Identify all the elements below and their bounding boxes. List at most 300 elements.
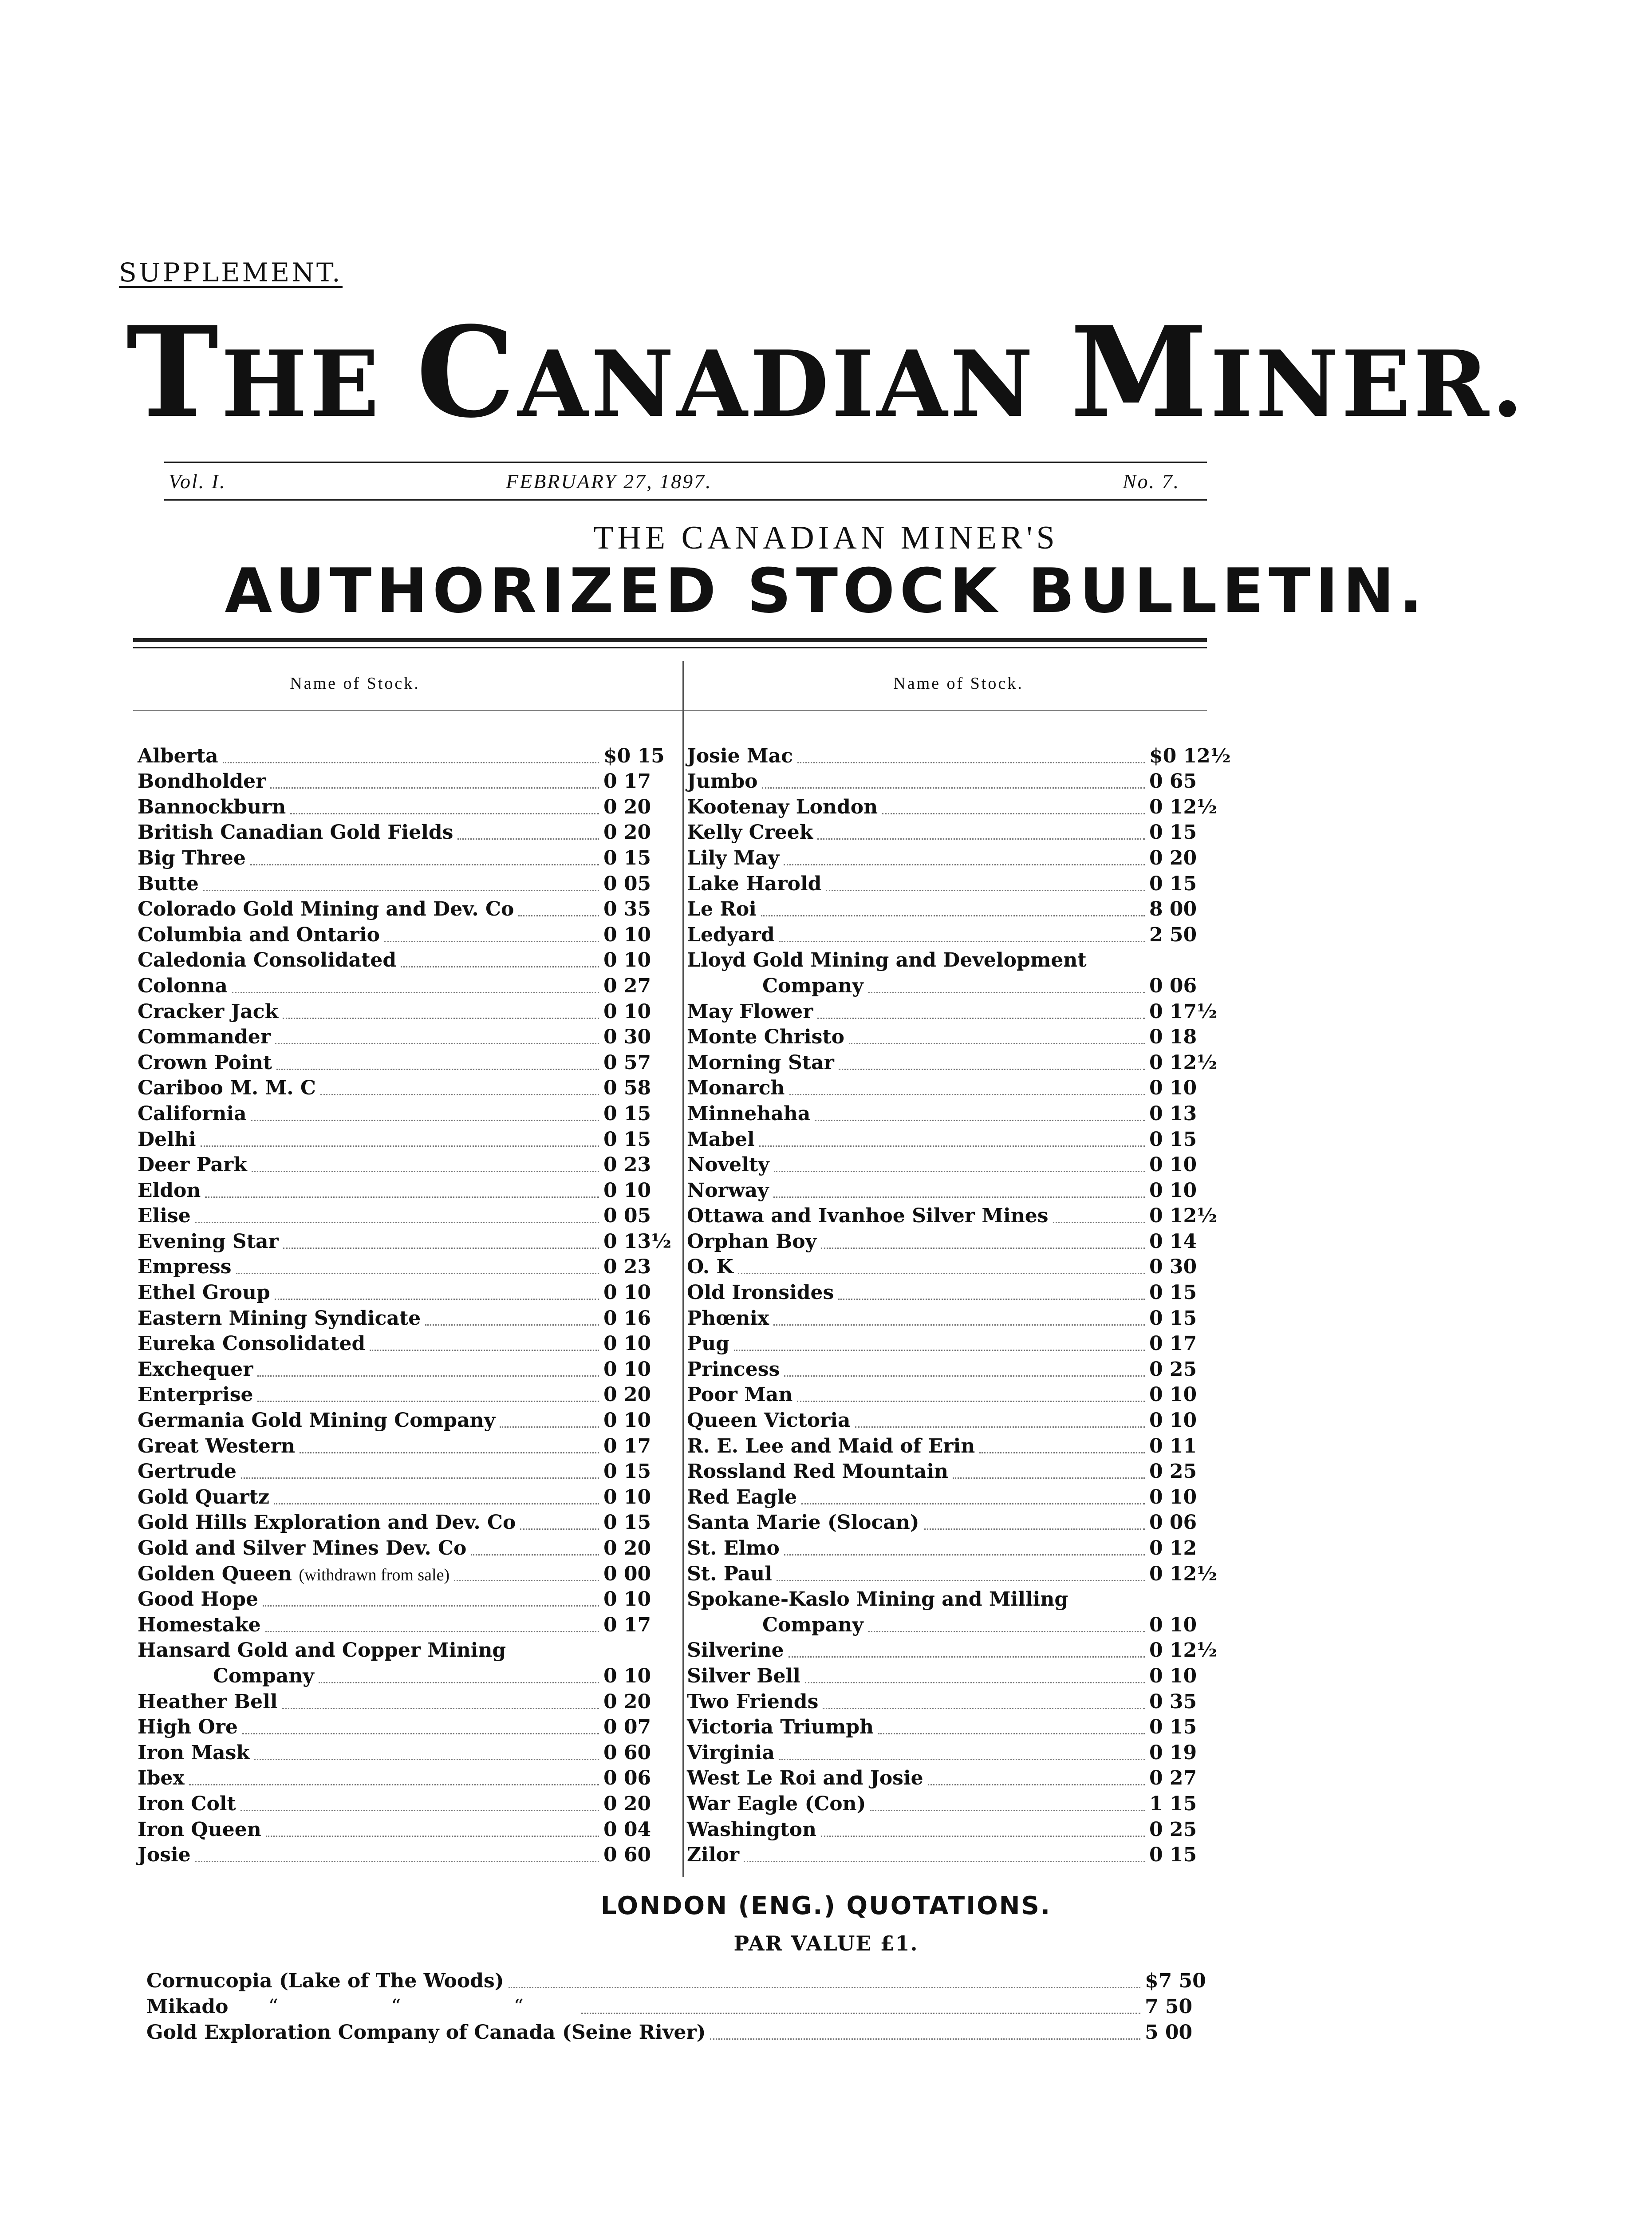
stock-name-text: Rossland Red Mountain bbox=[687, 1460, 948, 1483]
stock-name-text: Deer Park bbox=[138, 1153, 247, 1177]
dot-leader bbox=[784, 1554, 1145, 1556]
stock-name bbox=[687, 1232, 816, 1252]
dot-leader bbox=[882, 813, 1145, 814]
stock-price: 0 10 bbox=[1149, 1179, 1197, 1202]
column-divider bbox=[682, 661, 684, 1877]
dot-leader bbox=[201, 1145, 599, 1147]
dot-leader bbox=[773, 1324, 1145, 1326]
dot-leader bbox=[1053, 1222, 1145, 1223]
stock-name-text: Silver Bell bbox=[687, 1664, 800, 1687]
dot-leader bbox=[520, 1528, 599, 1530]
stock-name bbox=[138, 1130, 196, 1149]
stock-name-text: Columbia and Ontario bbox=[138, 923, 380, 946]
stock-price: 0 17½ bbox=[1149, 1000, 1218, 1023]
dot-leader bbox=[518, 915, 599, 916]
stock-name bbox=[687, 1283, 834, 1303]
stock-price: 0 19 bbox=[1149, 1741, 1197, 1764]
stock-price: 0 12½ bbox=[1149, 1051, 1218, 1074]
stock-row bbox=[138, 766, 670, 792]
stock-row bbox=[138, 996, 670, 1022]
stock-name bbox=[138, 900, 514, 919]
stock-row bbox=[687, 1507, 1216, 1533]
stock-row bbox=[687, 1430, 1216, 1456]
stock-row bbox=[687, 1354, 1216, 1379]
stock-name bbox=[687, 1078, 785, 1098]
dot-leader bbox=[710, 2038, 1140, 2040]
stock-row bbox=[687, 1200, 1216, 1226]
stock-price: 0 27 bbox=[603, 974, 651, 997]
stock-row bbox=[687, 1660, 1216, 1686]
stock-name bbox=[138, 874, 199, 894]
dot-leader bbox=[274, 1503, 599, 1504]
stock-name-text: Lake Harold bbox=[687, 872, 822, 895]
stock-row bbox=[687, 1328, 1216, 1354]
stock-price: 0 12 bbox=[1149, 1537, 1197, 1560]
stock-row bbox=[146, 1965, 1211, 1991]
dot-leader bbox=[500, 1426, 599, 1428]
stock-row bbox=[687, 1277, 1216, 1303]
stock-name bbox=[687, 795, 878, 818]
supplement-label: SUPPLEMENT. bbox=[119, 257, 343, 288]
stock-row bbox=[687, 1814, 1216, 1840]
stock-price: 2 50 bbox=[1149, 923, 1197, 946]
dot-leader bbox=[979, 1452, 1145, 1453]
stock-row bbox=[138, 1226, 670, 1252]
stock-row bbox=[687, 1073, 1216, 1098]
stock-row-continuation bbox=[138, 1660, 670, 1686]
stock-name bbox=[138, 1309, 421, 1328]
dot-leader bbox=[283, 1248, 599, 1249]
dot-leader bbox=[252, 1171, 599, 1172]
stock-price: 0 35 bbox=[603, 898, 651, 921]
dot-leader bbox=[275, 1043, 599, 1044]
stock-name bbox=[138, 1181, 201, 1200]
stock-name bbox=[138, 1769, 185, 1788]
stock-name-text: Germania Gold Mining Company bbox=[138, 1409, 496, 1432]
stock-name bbox=[687, 1002, 813, 1022]
stock-price: 0 15 bbox=[1149, 872, 1197, 895]
stock-row bbox=[138, 1200, 670, 1226]
dot-leader bbox=[471, 1554, 599, 1556]
dot-leader bbox=[928, 1784, 1145, 1785]
london-quotations-list bbox=[146, 1965, 1211, 2042]
stock-name-text: Ottawa and Ivanhoe Silver Mines bbox=[687, 1204, 1049, 1228]
stock-price: 0 10 bbox=[603, 1485, 651, 1508]
stock-name bbox=[687, 1053, 834, 1073]
dot-leader bbox=[257, 1401, 599, 1402]
stock-name bbox=[687, 925, 775, 945]
stock-name-text: Eureka Consolidated bbox=[138, 1332, 366, 1355]
stock-name bbox=[138, 1513, 516, 1532]
dot-leader bbox=[773, 1196, 1145, 1198]
right-stock-list bbox=[687, 740, 1231, 1867]
dot-leader bbox=[189, 1784, 599, 1785]
stock-name-text: Bondholder bbox=[138, 770, 266, 793]
stock-row bbox=[687, 1098, 1216, 1124]
stock-price: 0 15 bbox=[1149, 1128, 1197, 1151]
stock-row bbox=[687, 1047, 1216, 1073]
stock-name-text: Monarch bbox=[687, 1077, 785, 1100]
stock-price: 0 07 bbox=[603, 1716, 651, 1739]
stock-name-text: Iron Mask bbox=[138, 1741, 250, 1764]
stock-row bbox=[138, 1303, 670, 1328]
stock-name-text: Eldon bbox=[138, 1179, 201, 1202]
stock-price: 0 60 bbox=[603, 1741, 651, 1764]
stock-name-text: War Eagle (Con) bbox=[687, 1792, 866, 1815]
stock-price: 1 15 bbox=[1149, 1792, 1197, 1815]
stock-row bbox=[138, 919, 670, 945]
stock-name-text: Colorado Gold Mining and Dev. Co bbox=[138, 898, 514, 921]
dot-leader bbox=[425, 1324, 599, 1326]
stock-price: 0 20 bbox=[603, 1383, 651, 1406]
dot-leader bbox=[838, 1299, 1145, 1300]
stock-name-text: Golden Queen bbox=[138, 1562, 292, 1585]
stock-name-text: Le Roi bbox=[687, 898, 757, 921]
stock-row bbox=[138, 1124, 670, 1149]
stock-name bbox=[138, 1334, 365, 1354]
stock-row bbox=[138, 1712, 670, 1737]
stock-row bbox=[687, 1481, 1216, 1507]
stock-name bbox=[138, 1615, 261, 1635]
dot-leader bbox=[203, 890, 599, 891]
stock-name bbox=[138, 1718, 238, 1737]
issue-line bbox=[169, 470, 1198, 496]
stock-row bbox=[138, 1814, 670, 1840]
stock-name-text: Jumbo bbox=[687, 770, 758, 793]
stock-name bbox=[138, 1257, 232, 1277]
stock-name bbox=[138, 1434, 295, 1457]
stock-name-text: Minnehaha bbox=[687, 1102, 811, 1125]
stock-name-text: Kootenay London bbox=[687, 795, 878, 818]
stock-name-text: Orphan Boy bbox=[687, 1230, 817, 1253]
stock-row bbox=[687, 817, 1216, 843]
dot-leader bbox=[779, 1759, 1145, 1760]
dot-leader bbox=[290, 813, 599, 814]
stock-price: 0 30 bbox=[1149, 1256, 1197, 1279]
stock-name bbox=[138, 1078, 316, 1098]
dot-leader bbox=[275, 1299, 599, 1300]
stock-row bbox=[138, 1175, 670, 1200]
stock-price: 0 10 bbox=[1149, 1077, 1197, 1100]
stock-name-text: British Canadian Gold Fields bbox=[138, 821, 453, 844]
stock-row bbox=[138, 1840, 670, 1865]
stock-row bbox=[146, 1991, 1211, 2017]
stock-price: 0 15 bbox=[603, 846, 651, 869]
stock-price: 0 12½ bbox=[1149, 1639, 1218, 1662]
stock-row bbox=[687, 1379, 1216, 1405]
stock-price: 0 12½ bbox=[1149, 1562, 1218, 1585]
dot-leader bbox=[953, 1477, 1145, 1479]
stock-price: 0 05 bbox=[603, 1204, 651, 1228]
stock-name bbox=[687, 1845, 739, 1865]
dot-leader bbox=[821, 1836, 1145, 1837]
stock-name bbox=[687, 1104, 810, 1124]
stock-price: 0 14 bbox=[1149, 1230, 1197, 1253]
stock-price: 0 20 bbox=[603, 1537, 651, 1560]
stock-row bbox=[687, 1175, 1216, 1200]
stock-name-text: Homestake bbox=[138, 1613, 261, 1636]
stock-price: 0 15 bbox=[1149, 1844, 1197, 1867]
stock-row bbox=[687, 1532, 1216, 1558]
dot-leader bbox=[777, 1580, 1145, 1581]
stock-price: 0 17 bbox=[1149, 1332, 1197, 1355]
stock-name bbox=[687, 1181, 769, 1200]
dot-leader bbox=[774, 1171, 1145, 1172]
stock-row bbox=[138, 1737, 670, 1763]
stock-name bbox=[687, 1485, 797, 1508]
stock-row bbox=[138, 1507, 670, 1533]
stock-name bbox=[138, 1743, 250, 1763]
stock-name-text: Josie bbox=[138, 1844, 191, 1867]
stock-row bbox=[687, 1737, 1216, 1763]
stock-row bbox=[138, 842, 670, 868]
stock-price: 0 10 bbox=[603, 1000, 651, 1023]
stock-price: $0 12½ bbox=[1149, 744, 1231, 767]
stock-row bbox=[687, 766, 1216, 792]
dot-leader bbox=[878, 1733, 1145, 1734]
stock-row bbox=[687, 1712, 1216, 1737]
dot-leader bbox=[797, 762, 1145, 763]
double-rule-thick bbox=[133, 638, 1207, 642]
stock-name-text: O. K bbox=[687, 1256, 733, 1279]
stock-price: 0 20 bbox=[603, 821, 651, 844]
stock-price: 0 10 bbox=[603, 1358, 651, 1381]
stock-price: 0 15 bbox=[1149, 821, 1197, 844]
stock-name: Lloyd Gold Mining and Development bbox=[687, 949, 1087, 972]
stock-row bbox=[687, 1303, 1216, 1328]
masthead-rule-bottom bbox=[164, 499, 1207, 501]
stock-price: 0 10 bbox=[1149, 1664, 1197, 1687]
stock-price: 0 11 bbox=[1149, 1434, 1197, 1457]
stock-name-text: Norway bbox=[687, 1179, 769, 1202]
stock-name bbox=[138, 1104, 247, 1124]
dot-leader bbox=[823, 1708, 1145, 1709]
dot-leader bbox=[195, 1222, 599, 1223]
dot-leader bbox=[784, 864, 1145, 865]
stock-price: 0 58 bbox=[603, 1077, 651, 1100]
dot-leader bbox=[759, 1145, 1145, 1147]
stock-name-text: Victoria Triumph bbox=[687, 1716, 874, 1739]
stock-row bbox=[138, 868, 670, 894]
dot-leader bbox=[283, 1018, 599, 1019]
bulletin-subtitle: THE CANADIAN MINER'S bbox=[593, 520, 1059, 556]
dot-leader bbox=[195, 1861, 599, 1862]
stock-row bbox=[138, 740, 670, 766]
stock-name-text: Empress bbox=[138, 1256, 232, 1279]
dot-leader bbox=[839, 1069, 1145, 1070]
stock-name bbox=[687, 1130, 755, 1149]
stock-price: 0 35 bbox=[1149, 1690, 1197, 1713]
stock-name-text: R. E. Lee and Maid of Erin bbox=[687, 1434, 975, 1457]
stock-row bbox=[687, 791, 1216, 817]
dot-leader bbox=[849, 1043, 1145, 1044]
stock-name-continuation: Company bbox=[762, 1613, 863, 1636]
stock-price: 0 15 bbox=[603, 1460, 651, 1483]
dot-leader bbox=[242, 1733, 599, 1734]
stock-name-text: Mikado bbox=[146, 1995, 229, 2018]
stock-price: 0 23 bbox=[603, 1256, 651, 1279]
stock-name-text: West Le Roi and Josie bbox=[687, 1767, 923, 1790]
stock-name bbox=[687, 1155, 769, 1175]
stock-name bbox=[138, 1002, 278, 1022]
stock-name-text: Pug bbox=[687, 1332, 729, 1355]
stock-name-text: Alberta bbox=[138, 744, 218, 767]
stock-price: 0 10 bbox=[603, 1281, 651, 1304]
stock-price: 0 15 bbox=[603, 1511, 651, 1534]
stock-price: 0 15 bbox=[603, 1128, 651, 1151]
stock-row bbox=[138, 1073, 670, 1098]
stock-name-text: Cracker Jack bbox=[138, 1000, 279, 1023]
stock-price: 0 12½ bbox=[1149, 1204, 1218, 1228]
stock-name-text: Caledonia Consolidated bbox=[138, 949, 397, 972]
stock-price: 0 10 bbox=[1149, 1613, 1197, 1636]
issue-date: FEBRUARY 27, 1897. bbox=[506, 470, 712, 493]
stock-row bbox=[687, 1226, 1216, 1252]
stock-name bbox=[687, 1794, 866, 1814]
stock-price: 0 00 bbox=[603, 1562, 651, 1585]
stock-row bbox=[687, 1584, 1216, 1610]
stock-row bbox=[138, 1456, 670, 1482]
dot-leader bbox=[868, 1631, 1145, 1632]
stock-name bbox=[138, 1692, 278, 1712]
dot-leader bbox=[821, 1248, 1145, 1249]
stock-price: 0 10 bbox=[603, 1332, 651, 1355]
stock-row bbox=[138, 817, 670, 843]
stock-row bbox=[138, 1405, 670, 1430]
par-value-note: PAR VALUE £1. bbox=[733, 1931, 919, 1955]
stock-row-continuation bbox=[687, 1609, 1216, 1635]
stock-name-text: Commander bbox=[138, 1026, 271, 1049]
stock-row bbox=[687, 894, 1216, 920]
stock-name-text: Princess bbox=[687, 1358, 780, 1381]
stock-price: 0 10 bbox=[1149, 1409, 1197, 1432]
stock-row bbox=[138, 1481, 670, 1507]
stock-name-text: Big Three bbox=[138, 846, 246, 869]
stock-price: 0 27 bbox=[1149, 1767, 1197, 1790]
stock-row bbox=[687, 996, 1216, 1022]
stock-name bbox=[138, 1027, 271, 1047]
stock-name bbox=[138, 1411, 495, 1430]
dot-leader bbox=[801, 1503, 1145, 1504]
stock-name-continuation: Company bbox=[762, 974, 863, 997]
stock-price: 0 10 bbox=[1149, 1153, 1197, 1177]
stock-name bbox=[687, 1743, 775, 1763]
dot-leader bbox=[779, 941, 1145, 942]
stock-name-text: Santa Marie (Slocan) bbox=[687, 1511, 919, 1534]
left-column-header: Name of Stock. bbox=[290, 674, 420, 693]
stock-name-text: Great Western bbox=[138, 1434, 295, 1457]
stock-row bbox=[138, 945, 670, 971]
stock-row bbox=[687, 842, 1216, 868]
stock-price: 0 25 bbox=[1149, 1818, 1197, 1841]
stock-row bbox=[138, 1354, 670, 1379]
stock-row bbox=[138, 1277, 670, 1303]
stock-name bbox=[687, 1513, 919, 1532]
stock-price: 0 23 bbox=[603, 1153, 651, 1177]
stock-price: 0 06 bbox=[1149, 974, 1197, 997]
stock-name bbox=[687, 1769, 923, 1788]
stock-row bbox=[687, 1788, 1216, 1814]
stock-row bbox=[687, 945, 1216, 971]
stock-name bbox=[138, 1794, 236, 1814]
stock-row bbox=[138, 1252, 670, 1277]
stock-name-text: Gold and Silver Mines Dev. Co bbox=[138, 1537, 467, 1560]
stock-name bbox=[687, 1027, 844, 1047]
stock-price: 0 10 bbox=[603, 1664, 651, 1687]
stock-row bbox=[138, 1788, 670, 1814]
stock-price: 0 17 bbox=[603, 1613, 651, 1636]
dot-leader bbox=[401, 966, 599, 967]
stock-note: (withdrawn from sale) bbox=[299, 1565, 450, 1584]
stock-row bbox=[687, 1405, 1216, 1430]
stock-name bbox=[138, 1232, 279, 1252]
masthead-title: THE CANADIAN MINER. bbox=[126, 300, 1526, 446]
dot-leader bbox=[797, 1401, 1145, 1402]
stock-name-text: Kelly Creek bbox=[687, 821, 813, 844]
stock-name-text: Old Ironsides bbox=[687, 1281, 834, 1304]
right-column-header: Name of Stock. bbox=[893, 674, 1024, 693]
stock-name-text: Good Hope bbox=[138, 1588, 259, 1611]
stock-name bbox=[138, 746, 218, 766]
stock-name bbox=[138, 1820, 261, 1840]
stock-name-text: High Ore bbox=[138, 1716, 238, 1739]
stock-name bbox=[138, 1539, 466, 1558]
stock-name: Hansard Gold and Copper Mining bbox=[138, 1639, 506, 1662]
dot-leader bbox=[232, 992, 599, 993]
stock-row bbox=[687, 740, 1231, 767]
stock-price: 0 05 bbox=[603, 872, 651, 895]
stock-price: 0 20 bbox=[603, 1792, 651, 1815]
dot-leader bbox=[223, 762, 599, 763]
stock-name bbox=[687, 1564, 772, 1584]
stock-price: 0 30 bbox=[603, 1026, 651, 1049]
stock-name bbox=[146, 1971, 504, 1991]
stock-name bbox=[138, 925, 380, 945]
stock-name bbox=[138, 1053, 272, 1073]
stock-name bbox=[687, 1385, 792, 1405]
dot-leader bbox=[241, 1477, 599, 1479]
stock-name-text: May Flower bbox=[687, 1000, 813, 1023]
stock-price: 0 15 bbox=[1149, 1307, 1197, 1330]
stock-name bbox=[687, 1411, 851, 1430]
stock-name-text: Queen Victoria bbox=[687, 1409, 851, 1432]
dot-leader bbox=[868, 992, 1145, 993]
stock-row bbox=[687, 1686, 1216, 1712]
left-stock-list bbox=[138, 740, 670, 1865]
stock-row bbox=[138, 1686, 670, 1712]
stock-price: 0 10 bbox=[603, 1409, 651, 1432]
stock-name bbox=[687, 746, 793, 766]
stock-name bbox=[138, 1206, 191, 1226]
stock-row bbox=[687, 1124, 1216, 1149]
stock-name-text: Cornucopia (Lake of The Woods) bbox=[146, 1970, 504, 1992]
dot-leader bbox=[817, 1018, 1145, 1019]
stock-name bbox=[687, 1206, 1049, 1226]
dot-leader bbox=[762, 787, 1145, 789]
dot-leader bbox=[265, 1631, 599, 1632]
stock-price: 0 16 bbox=[603, 1307, 651, 1330]
dot-leader bbox=[826, 890, 1145, 891]
dot-leader bbox=[319, 1682, 599, 1683]
stock-name-text: Mabel bbox=[687, 1128, 755, 1151]
dot-leader bbox=[457, 838, 599, 840]
stock-row bbox=[687, 1840, 1216, 1865]
stock-price: 0 60 bbox=[603, 1844, 651, 1867]
stock-name-text: Lily May bbox=[687, 846, 780, 869]
column-header-rule bbox=[133, 710, 1207, 711]
dot-leader bbox=[789, 1656, 1145, 1658]
dot-leader bbox=[924, 1528, 1145, 1530]
